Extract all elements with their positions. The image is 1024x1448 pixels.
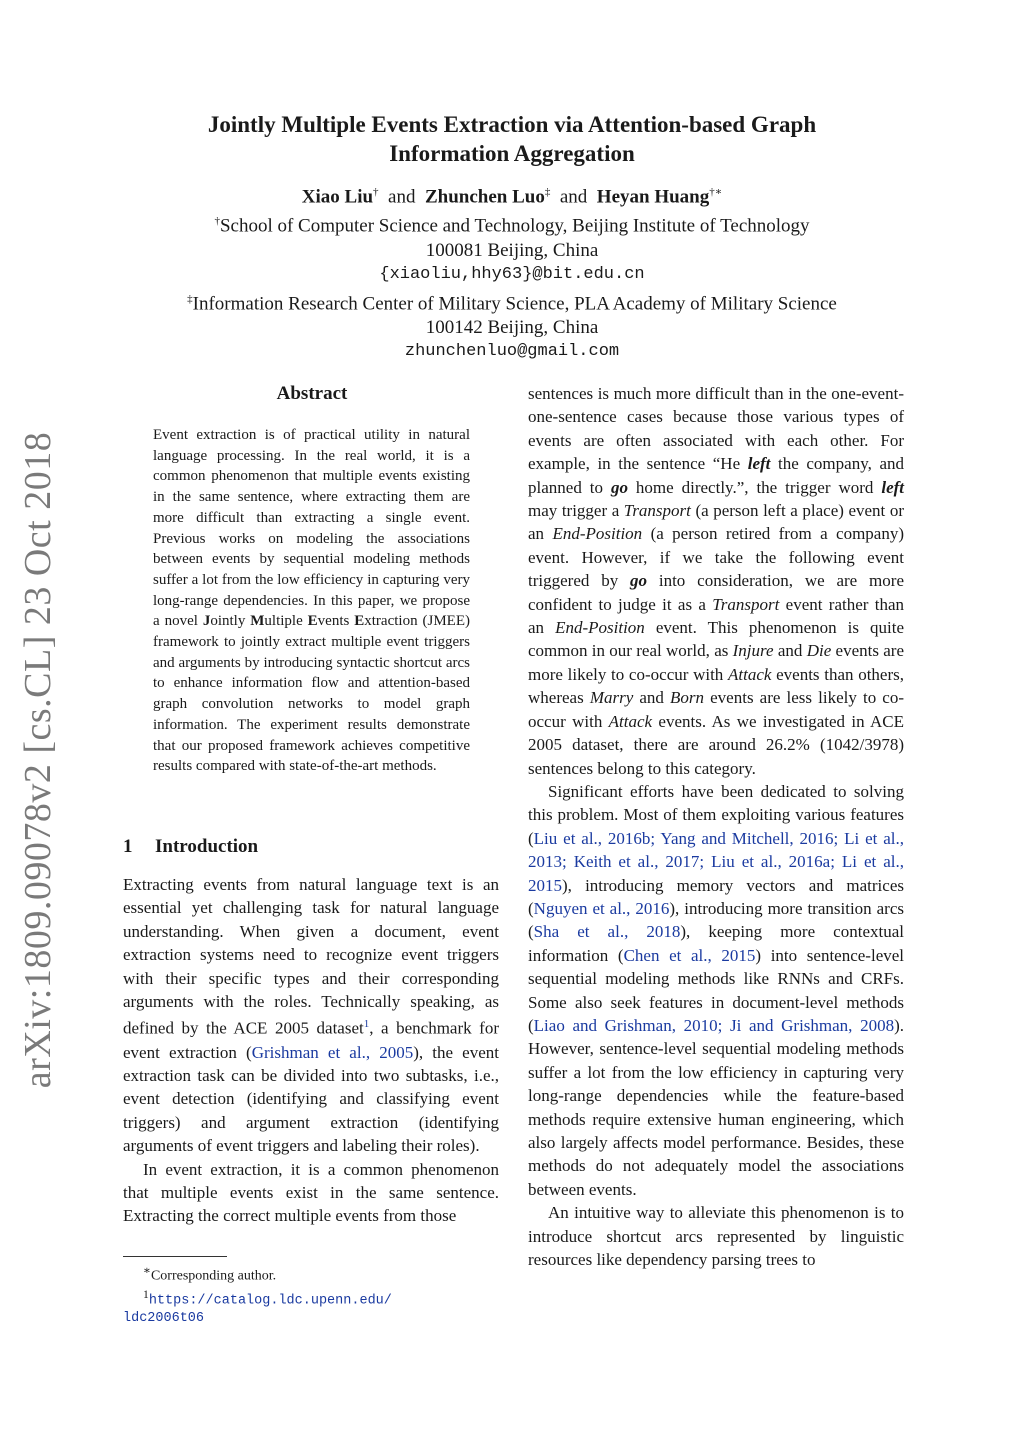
acronym-letter: J	[202, 613, 211, 630]
footnote-marker[interactable]: 1	[363, 1018, 370, 1031]
trigger-word: left	[747, 454, 771, 474]
text: ), introducing more transition arcs (	[528, 898, 904, 942]
text: and	[773, 641, 807, 661]
event-type: Born	[670, 688, 705, 708]
text: ) into sentence-level sequential modeling methods like RNNs and CRFs. Some also seek features in document-level methods (	[528, 945, 905, 1035]
affiliation-1-city: 100081 Beijing, China	[425, 239, 599, 261]
text: (a person left a place) event or an	[528, 501, 904, 544]
trigger-word: go	[630, 571, 648, 591]
text: Extracting events from natural language text is an essential yet challenging task for natural language understanding. When given a document, event extraction systems need to recognize event triggers with their specific types and their corresponding arguments with the roles. Technically speaking, as defined by the ACE 2005 dataset	[123, 875, 499, 1039]
citation-link[interactable]: Liu et al., 2016b; Yang and Mitchell, 2016; Li et al., 2013; Keith et al., 2017; Liu et al., 2016a; Li et al., 2015	[528, 828, 904, 895]
author-line	[150, 180, 874, 209]
text: into consideration, we are more confident to judge it as a	[528, 571, 904, 614]
text: event. This phenomenon is quite common in our real world, as	[528, 618, 905, 661]
abstract-text: (JMEE) framework to jointly extract multiple event triggers and arguments by introducing syntactic shortcut arcs to enhance information flow and attention-based graph convolution networks to model graph information. The experiment results demonstrate that our proposed framework achieves competitive results compared with state-of-the-art methods.	[153, 613, 470, 775]
affiliation-1-email: {xiaoliu,hhy63}@bit.edu.cn	[379, 264, 645, 284]
text: ), keeping more contextual information (	[528, 922, 904, 965]
footnote-corresponding	[123, 1262, 499, 1286]
section-number: 1	[123, 836, 133, 857]
paper-title	[150, 110, 874, 168]
acronym-letter: E	[354, 613, 365, 630]
text: home directly.”, the trigger word	[627, 477, 882, 497]
affiliation-text: School of Computer Science and Technology, Beijing Institute of Technology	[219, 215, 810, 237]
text: events. As we investigated in ACE 2005 dataset, there are around 26.2% (1042/3978) sentences belong to this category.	[528, 711, 904, 778]
right-column-body	[528, 382, 904, 1271]
author-name: Xiao Liu	[301, 186, 374, 208]
event-type: Transport	[712, 594, 780, 614]
footnote-text: Corresponding author.	[150, 1268, 277, 1284]
text: sentences is much more difficult than in the one-event-one-sentence cases because those various types of events are often associated with each other. For example, in the sentence “He	[528, 384, 904, 474]
paragraph	[123, 873, 499, 1158]
text: may trigger a	[528, 501, 624, 521]
section-title: Introduction	[155, 836, 259, 857]
affiliation-1	[150, 209, 874, 238]
footnotes	[123, 1262, 499, 1328]
paragraph	[528, 382, 904, 780]
abstract-text: Event extraction is of practical utility in natural language processing. In the real world, it is a common phenomenon that multiple events existing in the same sentence, where extracting them are more difficult than extracting a single event. Previous works on modeling the associations between events by sequential modeling methods suffer a lot from the low efficiency in capturing very long-range dependencies. In this paper, we propose a novel	[153, 427, 470, 630]
text: ). However, sentence-level sequential modeling methods suffer a lot from the low efficiency in capturing very long-range dependencies while the feature-based methods require extensive human engineering, which also largely affects model performance. Besides, these methods do not adequately model the associations between events.	[528, 1015, 904, 1199]
abstract-text: ointly	[210, 613, 251, 630]
footnote-mark: 1	[143, 1287, 149, 1301]
acronym-letter: M	[250, 613, 265, 630]
affiliation-mark: ‡	[544, 186, 551, 198]
trigger-word: left	[881, 477, 904, 497]
text: (a person retired from a company) event. However, if we take the following event triggered by	[528, 524, 904, 591]
citation-link[interactable]: Nguyen et al., 2016	[533, 898, 670, 918]
citation-link[interactable]: Chen et al., 2015	[623, 945, 756, 965]
citation-link[interactable]: Grishman et al., 2005	[251, 1042, 414, 1062]
arxiv-identifier: arXiv:1809.09078v2 [cs.CL] 23 Oct 2018	[17, 431, 59, 1089]
footnote-mark: ∗	[143, 1264, 151, 1277]
text: ), introducing memory vectors and matrices (	[528, 875, 904, 918]
footnote-divider	[123, 1256, 227, 1257]
abstract-heading: Abstract	[276, 383, 348, 404]
affiliation-text: Information Research Center of Military Science, PLA Academy of Military Science	[192, 292, 837, 314]
text: and	[633, 688, 671, 708]
author-name: Heyan Huang	[596, 186, 710, 208]
affiliation-mark: ‡	[187, 292, 193, 305]
affiliation-2-city: 100142 Beijing, China	[425, 316, 599, 338]
paragraph	[528, 780, 904, 1201]
abstract-text: ultiple	[264, 613, 308, 630]
abstract-text: vents	[317, 613, 355, 630]
author-separator: and	[559, 186, 588, 208]
event-type: Die	[806, 641, 832, 661]
event-type: End-Position	[555, 618, 645, 638]
affiliation-2-email: zhunchenluo@gmail.com	[404, 341, 620, 361]
event-type: Marry	[589, 688, 634, 708]
acronym-letter: E	[307, 613, 318, 630]
text: the company, and planned to	[528, 454, 904, 497]
section-heading	[123, 836, 258, 858]
footnote-1	[123, 1286, 499, 1311]
author-name: Zhunchen Luo	[424, 186, 545, 208]
event-type: Attack	[608, 711, 653, 731]
author-block	[150, 180, 874, 364]
affiliation-mark: †	[373, 186, 379, 198]
text: events than others, whereas	[528, 664, 904, 708]
affiliation-mark: †∗	[709, 186, 723, 198]
paragraph: An intuitive way to alleviate this phenomenon is to introduce shortcut arcs represented by linguistic resources like dependency parsing trees to	[528, 1203, 904, 1270]
paragraph: In event extraction, it is a common phenomenon that multiple events exist in the same sentence. Extracting the correct multiple events from those	[123, 1159, 499, 1226]
author-separator: and	[388, 186, 416, 208]
arxiv-sidebar	[8, 431, 68, 1089]
text: Significant efforts have been dedicated to solving this problem. Most of them exploiting various features (	[528, 781, 904, 848]
footnote-url-link[interactable]: https://catalog.ldc.upenn.edu/	[148, 1293, 392, 1309]
footnote-url-continuation[interactable]: ldc2006t06	[123, 1311, 205, 1327]
text: ), the event extraction task can be divided into two subtasks, i.e., event detection (identifying and classifying event triggers) and argument extraction (identifying arguments of event triggers and labeling their roles).	[123, 1042, 499, 1156]
event-type: Attack	[728, 664, 772, 684]
affiliation-2	[150, 287, 874, 316]
title-line-1: Jointly Multiple Events Extraction via Attention-based Graph	[207, 112, 817, 137]
abstract-text: xtraction	[364, 613, 418, 630]
text: , a benchmark for event extraction (	[123, 1019, 499, 1062]
title-line-2: Information Aggregation	[389, 141, 635, 166]
citation-link[interactable]: Liao and Grishman, 2010; Ji and Grishman, 2008	[533, 1015, 895, 1035]
event-type: Transport	[623, 501, 691, 521]
event-type: Injure	[732, 641, 774, 661]
text: events are less likely to co-occur with	[528, 688, 905, 731]
text: event rather than an	[528, 594, 905, 638]
citation-link[interactable]: Sha et al., 2018	[533, 922, 681, 942]
text: events are more likely to co-occur with	[528, 641, 904, 684]
introduction-body	[123, 873, 499, 1228]
affiliation-mark: †	[214, 215, 220, 228]
event-type: End-Position	[552, 524, 643, 544]
trigger-word: go	[610, 477, 628, 497]
abstract-body	[153, 425, 470, 777]
